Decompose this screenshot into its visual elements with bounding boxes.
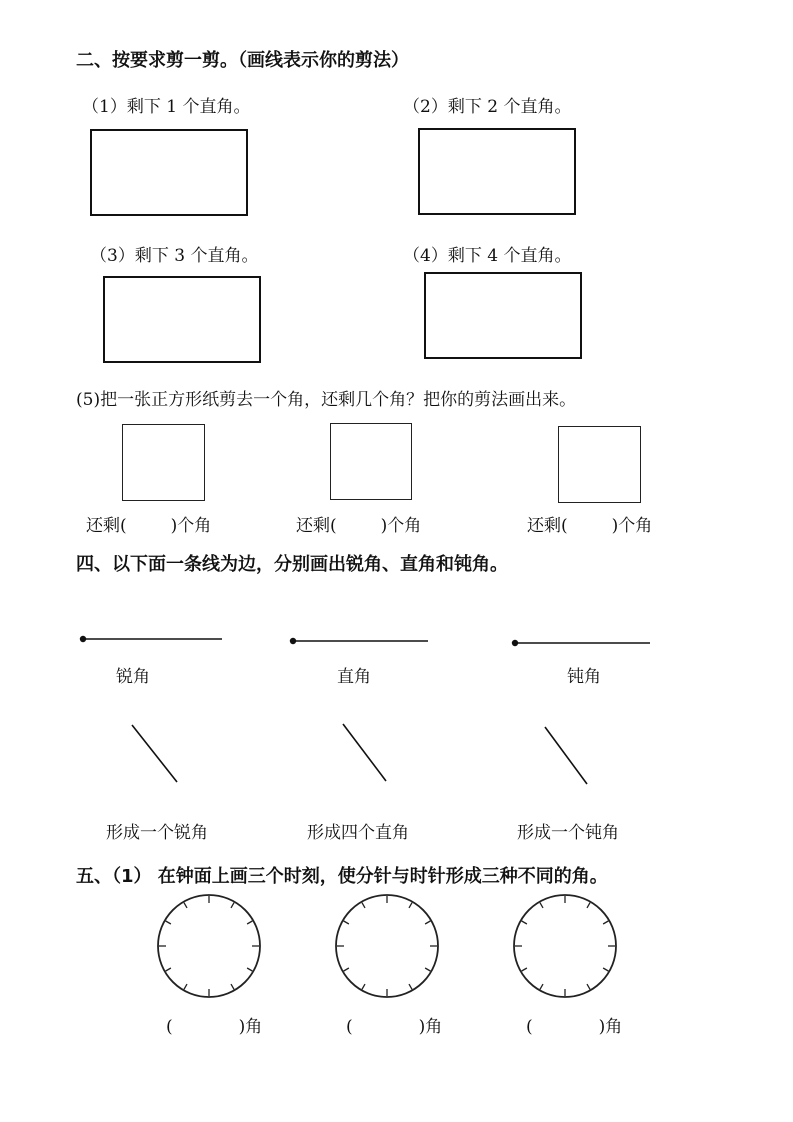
answer-open: ( [526,1017,533,1037]
clock-angle-answer-1 [166,1012,262,1037]
question-5-prompt: (5)把一张正方形纸剪去一个角，还剩几个角？把你的剪法画出来。 [76,390,577,410]
item-4-label: （4）剩下 4 个直角。 [403,246,572,266]
clock-angle-answer-3 [526,1012,622,1037]
answer-suffix: )个角 [170,516,212,536]
label-form-acute: 形成一个锐角 [106,823,208,843]
answer-open: ( [346,1017,353,1037]
item-2-label: （2）剩下 2 个直角。 [403,97,572,117]
answer-prefix: 还剩( [296,516,337,536]
answer-suffix: )个角 [611,516,653,536]
item-1-label: （1）剩下 1 个直角。 [82,97,251,117]
answer-prefix: 还剩( [527,516,568,536]
answer-open: ( [166,1017,173,1037]
label-form-four-right: 形成四个直角 [307,823,409,843]
clock-face-1[interactable] [158,895,260,997]
clock-face-3[interactable] [514,895,616,997]
answer-close: )角 [598,1017,623,1037]
label-form-obtuse: 形成一个钝角 [517,823,619,843]
clock-angle-answer-2 [346,1012,442,1037]
answer-close: )角 [238,1017,263,1037]
label-obtuse-angle: 钝角 [567,667,601,687]
label-right-angle: 直角 [337,667,371,687]
section-5-title: 五、（1） 在钟面上画三个时刻，使分针与时针形成三种不同的角。 [76,866,608,887]
section-2-title: 二、按要求剪一剪。（画线表示你的剪法） [76,50,409,71]
label-acute-angle: 锐角 [116,667,150,687]
item-3-label: （3）剩下 3 个直角。 [90,246,259,266]
answer-prefix: 还剩( [86,516,127,536]
answer-close: )角 [418,1017,443,1037]
clock-face-2[interactable] [336,895,438,997]
section-4-title: 四、以下面一条线为边，分别画出锐角、直角和钝角。 [76,554,508,575]
answer-suffix: )个角 [380,516,422,536]
